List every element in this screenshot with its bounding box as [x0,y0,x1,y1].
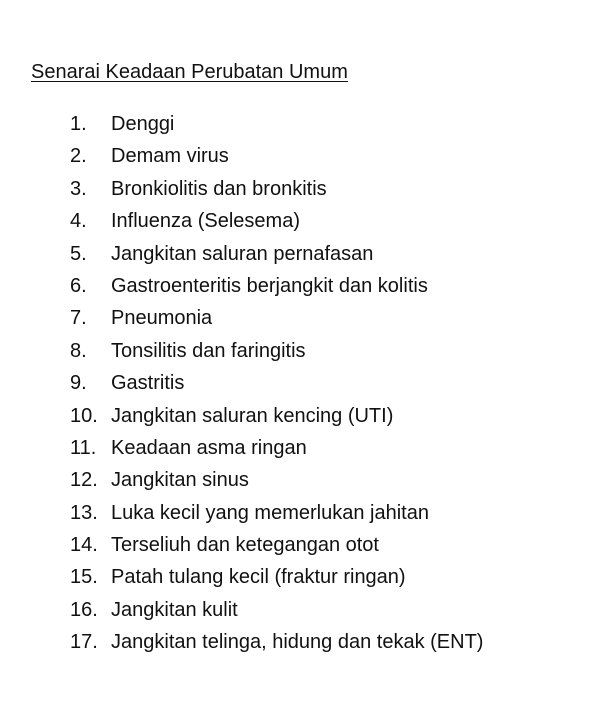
list-item [70,205,483,237]
item-text: Demam virus [111,145,229,168]
list-item [70,238,483,270]
item-text: Jangkitan saluran kencing (UTI) [111,404,394,427]
item-number: 2. [70,145,87,168]
list-item [70,594,483,626]
item-number: 10. [70,404,98,427]
page-title: Senarai Keadaan Perubatan Umum [31,61,348,83]
item-number: 1. [70,113,87,135]
item-number: 15. [70,566,98,589]
item-number: 13. [70,501,98,524]
item-text: Luka kecil yang memerlukan jahitan [111,501,429,524]
item-number: 6. [70,274,87,297]
item-number: 5. [70,242,87,265]
item-number: 17. [70,631,98,654]
list-item [70,529,483,561]
item-number: 7. [70,307,87,330]
item-number: 4. [70,210,87,233]
item-text: Gastroenteritis berjangkit dan kolitis [111,274,428,297]
list-item [70,367,483,399]
item-text: Patah tulang kecil (fraktur ringan) [111,566,406,589]
list-item [70,497,483,529]
list-item [70,561,483,593]
conditions-list [70,108,483,659]
item-text: Jangkitan kulit [111,598,238,621]
item-text: Gastritis [111,372,185,395]
list-item [70,108,483,140]
list-item [70,140,483,172]
item-text: Pneumonia [111,307,213,330]
item-number: 8. [70,339,87,362]
item-number: 14. [70,534,98,557]
item-text: Jangkitan telinga, hidung dan tekak (ENT) [111,631,484,654]
item-text: Jangkitan saluran pernafasan [111,242,374,265]
item-number: 3. [70,177,87,200]
item-text: Bronkiolitis dan bronkitis [111,177,327,200]
item-text: Denggi [111,113,175,135]
list-item [70,302,483,334]
list-item [70,173,483,205]
item-text: Influenza (Selesema) [111,210,300,233]
list-item [70,464,483,496]
list-item [70,270,483,302]
list-item [70,400,483,432]
item-number: 16. [70,598,98,621]
item-text: Tonsilitis dan faringitis [111,339,306,362]
item-text: Terseliuh dan ketegangan otot [111,534,379,557]
item-number: 11. [70,436,97,459]
item-number: 12. [70,469,98,492]
list-item [70,626,483,658]
item-text: Jangkitan sinus [111,469,249,492]
item-text: Keadaan asma ringan [111,436,307,459]
list-item [70,335,483,367]
item-number: 9. [70,372,87,395]
list-item [70,432,483,464]
